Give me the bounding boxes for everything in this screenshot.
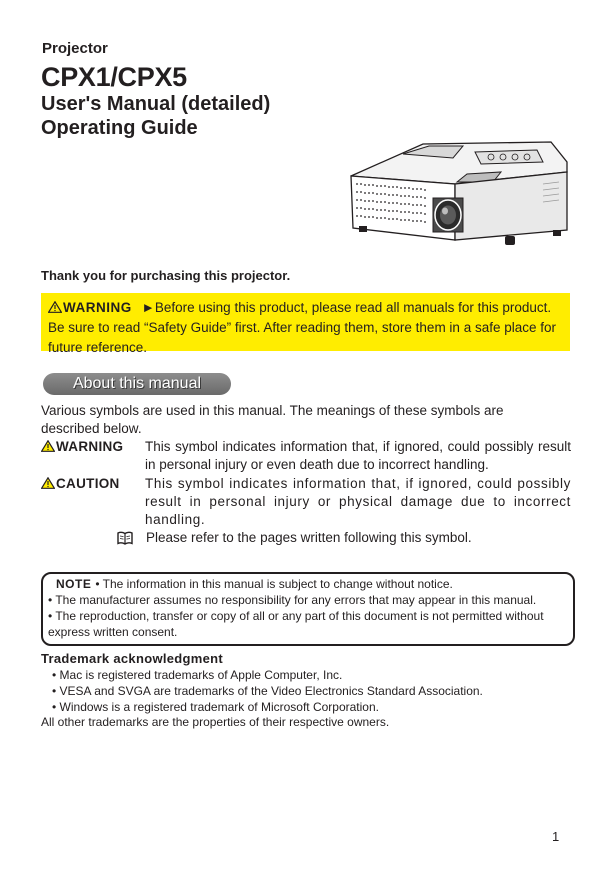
warning-triangle-icon [41,440,55,452]
note-label: NOTE [56,577,92,591]
caution-symbol-row [41,475,571,529]
refer-pages-text: Please refer to the pages written following this symbol. [146,530,472,545]
trademark-heading: Trademark acknowledgment [41,651,224,666]
warning-label: WARNING [63,300,132,315]
warning-arrow: ► [141,300,155,315]
caution-triangle-icon [41,477,55,489]
thanks-message: Thank you for purchasing this projector. [41,268,291,283]
warning-symbol-text: WARNING [56,439,124,454]
symbols-intro: Various symbols are used in this manual. The meanings of these symbols are described below. [41,403,504,436]
note-line-3: • The reproduction, transfer or copy of all or any part of this document is not permitted without express written consent. [48,609,544,639]
projector-illustration [345,136,575,266]
guide-subtitle: Operating Guide [41,117,198,139]
warning-symbol-row [41,438,571,474]
page-number: 1 [552,829,560,844]
caution-symbol-label [41,475,120,493]
trademark-other: All other trademarks are the properties of their respective owners. [41,715,390,729]
note-line-1: • The information in this manual is subject to change without notice. [95,577,453,591]
trademark-item: • Windows is a registered trademark of Microsoft Corporation. [52,700,379,714]
section-heading-about: About this manual [43,373,231,395]
note-line-2: • The manufacturer assumes no responsibility for any errors that may appear in this manual. [48,593,537,607]
manual-subtitle: User's Manual (detailed) [41,93,271,115]
trademark-item: • Mac is registered trademarks of Apple Computer, Inc. [52,668,343,682]
warning-symbol-label [41,438,123,456]
document-kicker: Projector [42,40,108,57]
warning-triangle-icon [48,301,62,313]
caution-symbol-description: This symbol indicates information that, if ignored, could possibly result in personal injury or physical damage due to incorrect handling. [145,476,571,527]
note-box [41,572,575,646]
warning-box [41,293,570,355]
warning-symbol-description: This symbol indicates information that, if ignored, could possibly result in personal injury or even death due to incorrect handling. [145,439,571,472]
book-icon [117,531,133,545]
trademark-item: • VESA and SVGA are trademarks of the Video Electronics Standard Association. [52,684,483,698]
caution-symbol-text: CAUTION [56,476,120,491]
warning-text: Before using this product, please read all manuals for this product. Be sure to read “Safety Guide” first. After reading them, store them in a safe place for future reference. [48,300,556,355]
model-title: CPX1/CPX5 [41,62,187,92]
